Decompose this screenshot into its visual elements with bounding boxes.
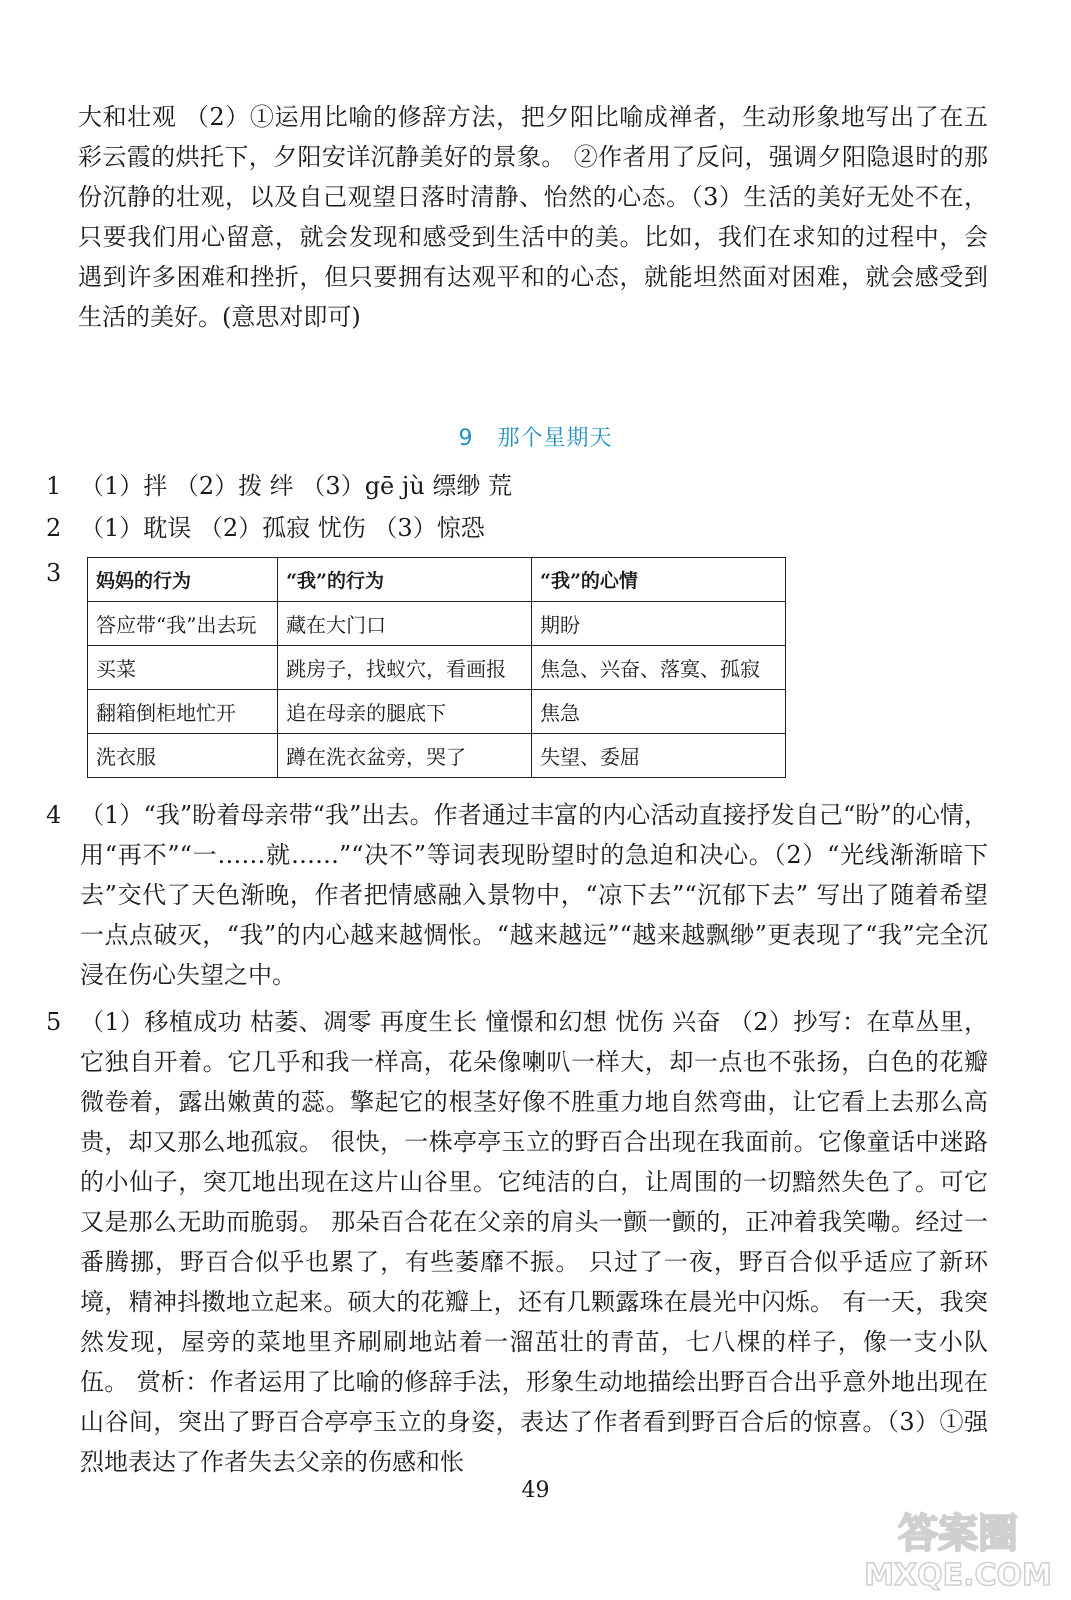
table-row <box>88 646 786 690</box>
table-cell: 藏在大门口 <box>278 602 532 646</box>
table-cell: 焦急、兴奋、落寞、孤寂 <box>532 646 786 690</box>
table-cell: 洗衣服 <box>88 734 278 778</box>
page-number: 49 <box>521 1478 550 1503</box>
question-number: 3 <box>46 559 62 587</box>
table-header-cell: “我”的行为 <box>278 558 532 602</box>
behavior-table <box>87 557 786 778</box>
watermark-text: 答案圈 <box>898 1511 1018 1557</box>
question-answer: （1）拌 （2）拨 绊 （3）gē jù 缥缈 荒 <box>80 472 513 500</box>
question-number: 2 <box>46 514 62 542</box>
question-answer: （1）移植成功 枯萎、凋零 再度生长 憧憬和幻想 忧伤 兴奋 （2）抄写：在草丛里，它独自开着。它几乎和我一样高，花朵像喇叭一样大，却一点也不张扬，白色的花瓣微卷着，露出嫩黄的蕊。擎起它的根茎好像不胜重力地自然弯曲，让它看上去那么高贵，却又那么地孤寂。 很快，一株亭亭玉立的野百合出现在我面前。它像童话中迷路的小仙子，突兀地出现在这片山谷里。它纯洁的白，让周围的一切黯然失色了。可它又是那么无助而脆弱。 那朵百合花在父亲的肩头一颤一颤的，正冲着我笑嘞。经过一番腾挪，野百合似乎也累了，有些萎靡不振。 只过了一夜，野百合似乎适应了新环境，精神抖擞地立起来。硕大的花瓣上，还有几颗露珠在晨光中闪烁。 有一天，我突然发现，屋旁的菜地里齐刷刷地站着一溜茁壮的青苗，七八棵的样子，像一支小队伍。 赏析：作者运用了比喻的修辞手法，形象生动地描绘出野百合出乎意外地出现在山谷间，突出了野百合亭亭玉立的身姿，表达了作者看到野百合后的惊喜。（3）①强烈地表达了作者失去父亲的伤感和怅 <box>80 1008 988 1476</box>
table-row <box>88 690 786 734</box>
section-number: 9 <box>458 426 474 451</box>
table-cell: 失望、委屈 <box>532 734 786 778</box>
question-answer: （1）耽误 （2）孤寂 忧伤 （3）惊恐 <box>80 514 485 542</box>
table-row <box>88 602 786 646</box>
watermark-url: MXQE.COM <box>864 1558 1052 1593</box>
section-heading <box>0 421 1071 452</box>
table-cell: 翻箱倒柜地忙开 <box>88 690 278 734</box>
question-number: 1 <box>46 472 62 500</box>
table-cell: 跳房子，找蚁穴，看画报 <box>278 646 532 690</box>
question-number: 4 <box>46 801 62 829</box>
section-title: 那个星期天 <box>497 426 613 451</box>
table-header-cell: 妈妈的行为 <box>88 558 278 602</box>
table-header-cell: “我”的心情 <box>532 558 786 602</box>
table-cell: 焦急 <box>532 690 786 734</box>
table-row <box>88 734 786 778</box>
table-header-row <box>88 558 786 602</box>
table-cell: 期盼 <box>532 602 786 646</box>
question-answer: （1）“我”盼着母亲带“我”出去。作者通过丰富的内心活动直接抒发自己“盼”的心情，用“再不”“一……就……”“决不”等词表现盼望时的急迫和决心。（2）“光线渐渐暗下去”交代了天色渐晚，作者把情感融入景物中，“凉下去”“沉郁下去” 写出了随着希望一点点破灭，“我”的内心越来越惆怅。“越来越远”“越来越飘缈”更表现了“我”完全沉浸在伤心失望之中。 <box>80 801 988 989</box>
table-cell: 答应带“我”出去玩 <box>88 602 278 646</box>
table-cell: 蹲在洗衣盆旁，哭了 <box>278 734 532 778</box>
top-paragraph: 大和壮观 （2）①运用比喻的修辞方法，把夕阳比喻成禅者，生动形象地写出了在五彩云霞的烘托下，夕阳安详沉静美好的景象。 ②作者用了反问，强调夕阳隐退时的那份沉静的壮观，以及自己观望日落时清静、怡然的心态。（3）生活的美好无处不在，只要我们用心留意，就会发现和感受到生活中的美。比如，我们在求知的过程中，会遇到许多困难和挫折，但只要拥有达观平和的心态，就能坦然面对困难，就会感受到生活的美好。(意思对即可) <box>78 103 988 331</box>
watermark-logo <box>853 1499 1063 1594</box>
table-cell: 追在母亲的腿底下 <box>278 690 532 734</box>
question-number: 5 <box>46 1008 62 1036</box>
table-cell: 买菜 <box>88 646 278 690</box>
